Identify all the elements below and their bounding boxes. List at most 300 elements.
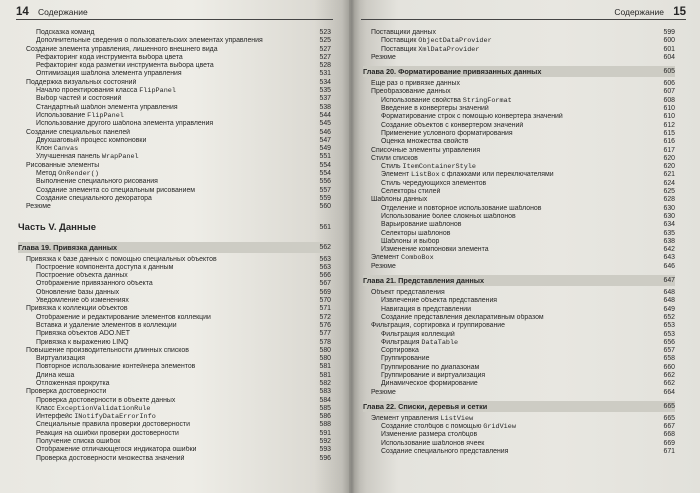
toc-text: Шаблоны и выбор [381, 237, 440, 245]
toc-entry [363, 364, 675, 372]
toc-entry-title [363, 163, 649, 171]
toc-entry-title [363, 254, 649, 262]
toc-entry [18, 264, 331, 272]
toc-page-number: 546 [319, 128, 331, 136]
toc-text: Отложенная прокрутка [36, 379, 110, 387]
toc-entry-title [18, 242, 305, 253]
toc-text: Рефакторинг кода разметки инструмента выбора цвета [36, 62, 214, 70]
toc-text: Селекторы шаблонов [381, 229, 451, 237]
toc-text: Резюме [371, 53, 396, 61]
toc-page-number: 604 [663, 53, 675, 61]
toc-entry-title [363, 122, 649, 130]
toc-entry [18, 195, 331, 203]
toc-page-number: 560 [319, 203, 331, 211]
toc-page-number: 669 [663, 439, 675, 447]
toc-page-number: 584 [319, 396, 331, 404]
toc-entry-title [363, 130, 649, 138]
toc-entry [363, 46, 675, 54]
toc-entry [18, 29, 331, 37]
toc-text: Отображение отличающегося индикатора ошибки [36, 446, 197, 454]
toc-text: Фильтрация [381, 338, 422, 346]
toc-page-number: 649 [663, 305, 675, 313]
toc-page-number: 585 [319, 404, 331, 412]
toc-entry [18, 438, 331, 446]
toc-entry-title [18, 170, 305, 178]
toc-entry-title [18, 137, 305, 145]
toc-page-number: 616 [663, 138, 675, 146]
toc-entry-title [18, 297, 305, 305]
toc-page-number: 665 [663, 414, 675, 422]
toc-entry-title [363, 275, 649, 286]
toc-text: Построение компонента доступа к данным [36, 263, 174, 271]
toc-entry-title [363, 322, 649, 330]
toc-text: Использование другого шаблона элемента управления [36, 120, 214, 128]
toc-text: Повышение производительности длинных списков [26, 346, 189, 354]
toc-entry-title [363, 88, 649, 96]
toc-text: Вставка и удаление элементов в коллекции [36, 321, 177, 329]
toc-text: Привязка к коллекции объектов [26, 305, 128, 313]
toc-page-number: 538 [319, 103, 331, 111]
toc-chapter-heading [363, 66, 675, 77]
toc-entry [363, 440, 675, 448]
toc-page-number: 648 [663, 289, 675, 297]
toc-page-number: 581 [319, 363, 331, 371]
toc-page-number: 531 [319, 70, 331, 78]
page-number: 14 [16, 6, 29, 18]
toc-entry-title [18, 79, 305, 87]
toc-entry [18, 272, 331, 280]
toc-page-number: 601 [663, 45, 675, 53]
toc-entry-title [363, 297, 649, 305]
toc-text: Начало проектирования класса [36, 87, 140, 95]
toc-text: Использование свойства [381, 96, 463, 104]
toc-page-number: 628 [663, 196, 675, 204]
toc-entry-title [18, 330, 305, 338]
toc-text: Изменение размера столбцов [381, 431, 478, 439]
toc-code-term: ObjectDataProvider [418, 37, 492, 46]
toc-page-number: 656 [663, 338, 675, 346]
toc-entry [363, 423, 675, 431]
toc-page-number: 559 [319, 194, 331, 202]
toc-list [363, 29, 675, 456]
toc-entry-title [18, 203, 305, 211]
toc-entry [18, 388, 331, 396]
toc-entry-title [363, 246, 649, 254]
toc-entry [18, 70, 331, 78]
toc-page-number: 620 [663, 154, 675, 162]
toc-entry-title [363, 230, 649, 238]
toc-entry [18, 95, 331, 103]
toc-entry-title [363, 147, 649, 155]
page-number: 15 [673, 6, 686, 18]
toc-text: Выполнение специального рисования [36, 178, 158, 186]
toc-page-number: 578 [319, 338, 331, 346]
toc-page-number: 638 [663, 237, 675, 245]
toc-entry-title [363, 347, 649, 355]
toc-entry [18, 280, 331, 288]
toc-entry [363, 205, 675, 213]
toc-page-number: 671 [663, 448, 675, 456]
toc-part-heading [18, 218, 331, 238]
toc-page-number: 563 [319, 255, 331, 263]
toc-text: Проверка достоверности множества значений [36, 454, 185, 462]
toc-code-term: GridView [483, 423, 516, 432]
toc-text: Специальные правила проверки достоверности [36, 421, 190, 429]
toc-entry [363, 322, 675, 330]
toc-entry-title [363, 105, 649, 113]
toc-text: Резюме [371, 388, 396, 396]
toc-entry-title [363, 314, 649, 322]
toc-entry-title [363, 205, 649, 213]
toc-entry [363, 80, 675, 88]
toc-entry-title [18, 178, 305, 186]
toc-text: Поставщик [381, 45, 419, 53]
toc-code-term: ExceptionValidationRule [56, 404, 151, 413]
toc-entry-title [363, 440, 649, 448]
toc-entry [18, 380, 331, 388]
toc-page-number: 653 [663, 330, 675, 338]
toc-text: Создание специального декоратора [36, 194, 152, 202]
toc-page-number: 551 [319, 153, 331, 161]
running-title: Содержание [614, 7, 664, 17]
toc-entry [18, 372, 331, 380]
toc-entry-title [18, 430, 305, 438]
toc-text: Создание представления декларативным образом [381, 313, 544, 321]
toc-entry [363, 347, 675, 355]
toc-text: Создание объектов с конвертером значений [381, 121, 524, 129]
toc-text: Резюме [371, 262, 396, 270]
toc-entry-title [18, 322, 305, 330]
toc-entry-title [18, 421, 305, 429]
toc-text: Поставщик [381, 37, 419, 45]
toc-text: Повторное использование контейнера элементов [36, 363, 196, 371]
toc-entry [18, 62, 331, 70]
toc-text: Глава 19. Привязка данных [18, 242, 118, 252]
toc-page-number: 577 [319, 330, 331, 338]
toc-entry-title [363, 423, 649, 431]
toc-entry-title [18, 455, 305, 463]
toc-entry-title [18, 70, 305, 78]
toc-entry [363, 155, 675, 163]
toc-page-number: 580 [319, 355, 331, 363]
toc-text: Двухшаговый процесс компоновки [36, 136, 147, 144]
toc-text: Улучшенная панель [36, 153, 102, 161]
toc-entry-title [363, 196, 649, 204]
toc-code-term: ComboBox [401, 254, 434, 263]
toc-text: Виртуализация [36, 355, 85, 363]
toc-entry [18, 153, 331, 161]
toc-entry [363, 297, 675, 305]
toc-entry [18, 129, 331, 137]
toc-entry-title [18, 120, 305, 128]
toc-text: Динамическое формирование [381, 380, 478, 388]
toc-entry [363, 213, 675, 221]
toc-text: Выбор частей и состояний [36, 95, 122, 103]
running-header [16, 6, 333, 20]
toc-text: Глава 22. Списки, деревья и сетки [363, 401, 488, 411]
toc-entry [18, 54, 331, 62]
toc-entry [18, 87, 331, 95]
toc-page-number: 653 [663, 322, 675, 330]
toc-entry-title [18, 438, 305, 446]
toc-entry [363, 88, 675, 96]
toc-entry [363, 37, 675, 45]
toc-text: с флажками или переключателями [439, 171, 554, 179]
toc-entry-title [363, 180, 649, 188]
toc-text: Реакция на ошибки проверки достоверности [36, 429, 179, 437]
toc-text: Резюме [26, 203, 51, 211]
toc-entry-title [363, 213, 649, 221]
toc-entry-title [18, 145, 305, 153]
toc-entry [363, 163, 675, 171]
toc-entry [363, 389, 675, 397]
toc-entry-title [18, 446, 305, 454]
toc-text: Стиль чередующихся элементов [381, 179, 487, 187]
toc-entry-title [18, 413, 305, 421]
toc-text: Применение условного форматирования [381, 129, 513, 137]
toc-chapter-heading [363, 401, 675, 412]
toc-page-number: 662 [663, 380, 675, 388]
toc-page-number: 596 [319, 454, 331, 462]
toc-page-number: 572 [319, 313, 331, 321]
toc-text: Отображение и редактирование элементов коллекции [36, 313, 211, 321]
toc-text: Варьирование шаблонов [381, 221, 462, 229]
toc-text: Класс [36, 404, 57, 412]
toc-text: Поддержка визуальных состояний [26, 78, 137, 86]
toc-entry-title [18, 314, 305, 322]
toc-entry [18, 162, 331, 170]
toc-entry-title [363, 401, 649, 412]
toc-entry-title [18, 372, 305, 380]
toc-entry-title [18, 280, 305, 288]
running-title: Содержание [38, 7, 88, 17]
toc-page-number: 625 [663, 188, 675, 196]
toc-entry-title [363, 37, 649, 45]
toc-code-term: ListBox [411, 171, 440, 180]
toc-text: Изменение компоновки элемента [381, 246, 489, 254]
toc-entry [18, 120, 331, 128]
toc-text: Привязка к выражению LINQ [36, 338, 129, 346]
toc-entry [18, 421, 331, 429]
toc-entry-title [18, 218, 305, 238]
toc-entry [18, 79, 331, 87]
toc-text: Метод [36, 170, 59, 178]
toc-text: Использование более сложных шаблонов [381, 212, 516, 220]
toc-entry-title [18, 29, 305, 37]
toc-page-number: 528 [319, 62, 331, 70]
toc-entry [18, 187, 331, 195]
toc-entry [363, 113, 675, 121]
toc-page-number: 523 [319, 29, 331, 36]
toc-page-number: 545 [319, 120, 331, 128]
toc-entry [18, 413, 331, 421]
toc-entry [363, 331, 675, 339]
toc-entry [18, 347, 331, 355]
toc-page-number: 658 [663, 355, 675, 363]
toc-entry [18, 37, 331, 45]
toc-entry [363, 339, 675, 347]
toc-entry [18, 339, 331, 347]
toc-entry [363, 105, 675, 113]
toc-text: Подсказка команд [36, 29, 95, 36]
toc-entry [363, 180, 675, 188]
toc-entry [18, 112, 331, 120]
toc-page-number: 665 [663, 402, 675, 410]
toc-entry-title [363, 54, 649, 62]
toc-entry [363, 372, 675, 380]
toc-text: Построение объекта данных [36, 272, 128, 280]
toc-page-number: 607 [663, 88, 675, 96]
toc-text: Оптимизация шаблона элемента управления [36, 70, 182, 78]
toc-entry-title [18, 62, 305, 70]
toc-entry [18, 455, 331, 463]
toc-entry-title [363, 66, 649, 77]
toc-entry [363, 29, 675, 37]
toc-entry [18, 297, 331, 305]
toc-page-number: 581 [319, 371, 331, 379]
toc-entry [18, 178, 331, 186]
toc-entry-title [18, 363, 305, 371]
toc-entry [363, 448, 675, 456]
toc-page-number: 586 [319, 413, 331, 421]
toc-text: Дополнительные сведения о пользовательских элементах управления [36, 37, 263, 45]
toc-text: Рисованные элементы [26, 161, 100, 169]
toc-text: Поставщики данных [371, 29, 436, 36]
toc-entry-title [18, 256, 305, 264]
toc-entry [363, 380, 675, 388]
toc-entry-title [18, 112, 305, 120]
toc-page-number: 547 [319, 136, 331, 144]
toc-page-number: 610 [663, 113, 675, 121]
toc-entry-title [18, 54, 305, 62]
toc-page-number: 580 [319, 346, 331, 354]
toc-entry [363, 263, 675, 271]
toc-text: Клон [36, 145, 54, 153]
toc-text: Рефакторинг кода инструмента выбора цвета [36, 53, 183, 61]
toc-text: Сортировка [381, 347, 419, 355]
toc-code-term: ListView [440, 414, 474, 423]
toc-entry-title [363, 171, 649, 179]
toc-entry-title [18, 305, 305, 313]
toc-text: Глава 21. Представления данных [363, 276, 485, 286]
toc-text: Уведомление об изменениях [36, 297, 129, 305]
toc-code-term: INotifyDataErrorInfo [74, 413, 156, 422]
toc-page-number: 620 [663, 163, 675, 171]
toc-page-number: 544 [319, 111, 331, 119]
toc-page-number: 570 [319, 297, 331, 305]
toc-entry [363, 431, 675, 439]
toc-entry-title [18, 195, 305, 203]
toc-page-number: 569 [319, 288, 331, 296]
toc-entry-title [363, 389, 649, 397]
toc-page-number: 549 [319, 145, 331, 153]
toc-page-number: 527 [319, 45, 331, 53]
toc-entry-title [363, 80, 649, 88]
toc-page-number: 667 [663, 423, 675, 431]
toc-code-term: FlipPanel [139, 87, 176, 96]
toc-page-number: 556 [319, 178, 331, 186]
toc-entry-title [363, 380, 649, 388]
toc-page-number: 630 [663, 204, 675, 212]
toc-code-term: WrapPanel [101, 153, 139, 162]
toc-page-number: 615 [663, 129, 675, 137]
toc-text: Получение списка ошибок [36, 438, 121, 446]
toc-entry [363, 122, 675, 130]
toc-entry [363, 355, 675, 363]
toc-entry-title [18, 37, 305, 45]
toc-entry-title [363, 113, 649, 121]
book-spine-shadow [342, 0, 360, 493]
toc-page-number: 554 [319, 161, 331, 169]
toc-text: Глава 20. Форматирование привязанных данных [363, 67, 542, 77]
toc-page-number: 534 [319, 78, 331, 86]
toc-text: Создание столбцов с помощью [381, 423, 484, 431]
toc-entry-title [363, 415, 649, 423]
toc-page-number: 635 [663, 229, 675, 237]
toc-page-number: 554 [319, 170, 331, 178]
toc-text: Введение в конвертеры значений [381, 105, 489, 113]
toc-page-number: 571 [319, 305, 331, 313]
toc-text: Стандартный шаблон элемента управления [36, 103, 178, 111]
toc-list [18, 29, 331, 463]
toc-text: Оценка множества свойств [381, 138, 469, 146]
toc-text: Фильтрация коллекций [381, 330, 455, 338]
toc-text: Форматирование строк с помощью конвертера значений [381, 113, 563, 121]
toc-entry-title [18, 87, 305, 95]
toc-entry [18, 446, 331, 454]
toc-text: Отделение и повторное использование шаблонов [381, 204, 542, 212]
toc-page-number: 664 [663, 388, 675, 396]
toc-entry-title [18, 162, 305, 170]
toc-text: Навигация в представлении [381, 305, 472, 313]
toc-page-number: 592 [319, 438, 331, 446]
toc-entry-title [363, 306, 649, 314]
toc-text: Создание элемента управления, лишенного внешнего вида [26, 45, 218, 53]
toc-page-number: 537 [319, 95, 331, 103]
toc-entry-title [363, 431, 649, 439]
toc-entry [18, 405, 331, 413]
toc-text: Группирование по диапазонам [381, 363, 480, 371]
toc-entry-title [363, 188, 649, 196]
toc-text: Проверка достоверности в объекте данных [36, 396, 176, 404]
toc-text: Списочные элементы управления [371, 146, 481, 154]
toc-page-number: 642 [663, 246, 675, 254]
toc-page-number: 648 [663, 297, 675, 305]
toc-entry-title [363, 339, 649, 347]
toc-page-number: 576 [319, 321, 331, 329]
toc-entry-title [18, 347, 305, 355]
toc-entry-title [18, 380, 305, 388]
toc-text: Создание специального представления [381, 448, 509, 456]
toc-entry [363, 171, 675, 179]
toc-text: Проверка достоверности [26, 388, 107, 396]
toc-text: Селекторы стилей [381, 188, 441, 196]
toc-code-term: DataTable [421, 338, 459, 347]
toc-text: Извлечение объекта представления [381, 297, 498, 305]
toc-code-term: Canvas [53, 145, 79, 154]
toc-text: Группирование и виртуализация [381, 371, 486, 379]
toc-page-number: 593 [319, 446, 331, 454]
toc-page-number: 588 [319, 421, 331, 429]
toc-page-number: 582 [319, 379, 331, 387]
toc-entry [18, 314, 331, 322]
toc-entry [363, 147, 675, 155]
toc-text: Обновление базы данных [36, 288, 120, 296]
toc-entry-title [18, 397, 305, 405]
toc-entry [18, 322, 331, 330]
toc-text: Группирование [381, 355, 430, 363]
toc-page-number: 647 [663, 277, 675, 285]
